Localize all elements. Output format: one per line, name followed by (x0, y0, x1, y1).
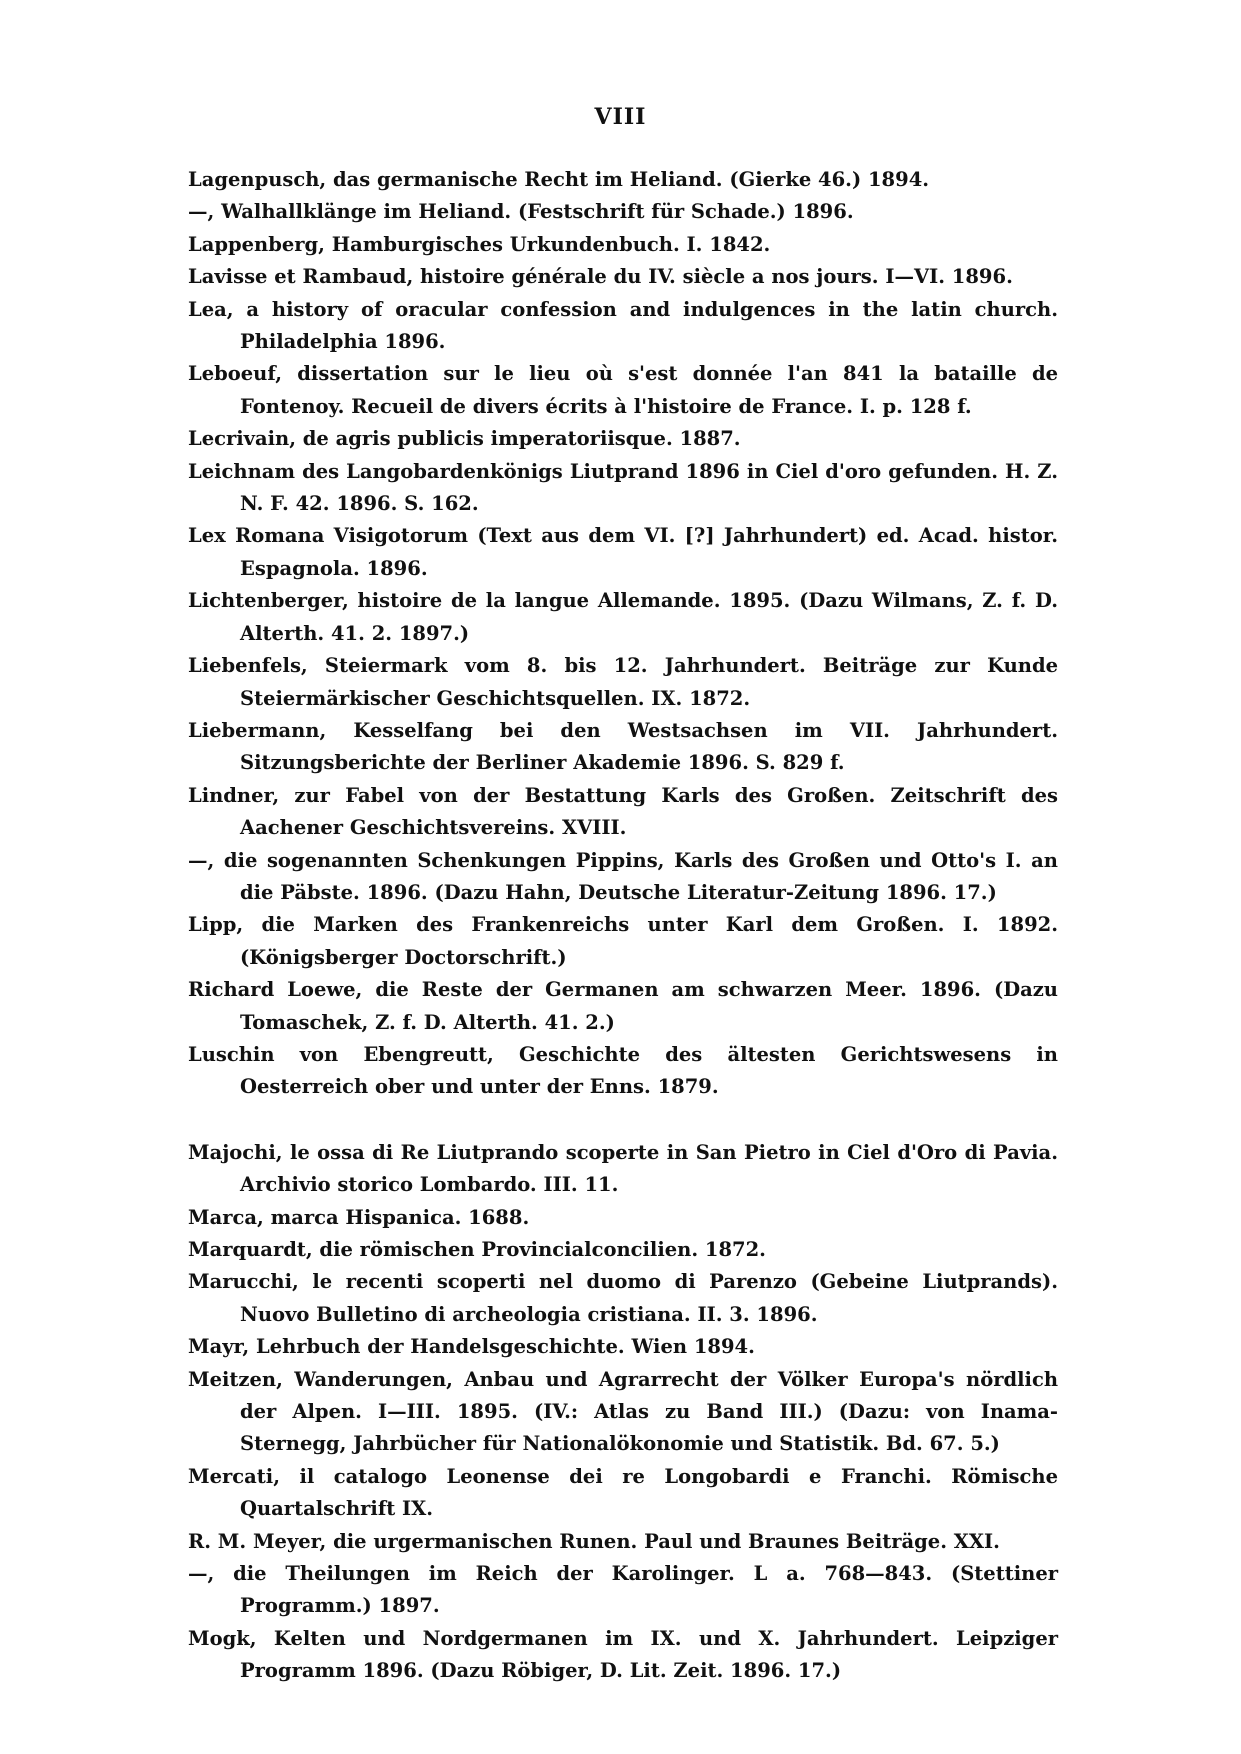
bibliography-entry: Mogk, Kelten und Nordgermanen im IX. und X. Jahrhundert. Leipziger Programm 1896. (Dazu Röbiger, D. Lit. Zeit. 1896. 17.) (188, 1626, 1058, 1683)
bibliography-entry: Richard Loewe, die Reste der Germanen am schwarzen Meer. 1896. (Dazu Tomaschek, Z. f. D. Alterth. 41. 2.) (188, 978, 1058, 1034)
section-gap (188, 1104, 1058, 1137)
bibliography-entry: Lagenpusch, das germanische Recht im Heliand. (Gierke 46.) 1894. (188, 168, 930, 191)
bibliography-entry: Leboeuf, dissertation sur le lieu où s'est donnée l'an 841 la bataille de Fontenoy. Recueil de divers écrits à l'histoire de France. I. p. 128 f. (188, 362, 1058, 418)
bibliography-entry: Marca, marca Hispanica. 1688. (188, 1205, 530, 1229)
bibliography-entry: Majochi, le ossa di Re Liutprando scoperte in San Pietro in Ciel d'Oro di Pavia. Archivio storico Lombardo. III. 11. (188, 1140, 1058, 1197)
bibliography-entry: Luschin von Ebengreutt, Geschichte des ältesten Gerichtswesens in Oesterreich ober und unter der Enns. 1879. (188, 1042, 1058, 1099)
bibliography-entry: —, die sogenannten Schenkungen Pippins, Karls des Großen und Otto's I. an die Päbste. 1896. (Dazu Hahn, Deutsche Literatur-Zeitung 1896. 17.) (188, 848, 1058, 904)
bibliography-entry: Liebenfels, Steiermark vom 8. bis 12. Jahrhundert. Beiträge zur Kunde Steiermärkischer Geschichtsquellen. IX. 1872. (188, 654, 1058, 710)
bibliography-entry: Marquardt, die römischen Provincialconcilien. 1872. (188, 1238, 766, 1261)
bibliography-entry: Lecrivain, de agris publicis imperatoriisque. 1887. (188, 427, 741, 451)
bibliography-entry: Leichnam des Langobardenkönigs Liutprand 1896 in Ciel d'oro gefunden. H. Z. N. F. 42. 1896. S. 162. (188, 459, 1058, 516)
bibliography-entry: —, die Theilungen im Reich der Karolinger. L a. 768—843. (Stettiner Programm.) 1897. (188, 1562, 1058, 1618)
bibliography-entry: Marucchi, le recenti scoperti nel duomo di Parenzo (Gebeine Liutprands). Nuovo Bulletino di archeologia cristiana. II. 3. 1896. (188, 1270, 1058, 1326)
bibliography-entry: Lex Romana Visigotorum (Text aus dem VI. [?] Jahrhundert) ed. Acad. histor. Espagnola. 1896. (188, 524, 1058, 580)
bibliography-entry: Lindner, zur Fabel von der Bestattung Karls des Großen. Zeitschrift des Aachener Geschichtsvereins. XVIII. (188, 783, 1058, 840)
bibliography-entry: Lea, a history of oracular confession and indulgences in the latin church. Philadelphia 1896. (188, 297, 1058, 354)
page-number: VIII (594, 104, 647, 130)
bibliography-entry: Lavisse et Rambaud, histoire générale du IV. siècle a nos jours. I—VI. 1896. (188, 265, 1013, 289)
bibliography-entry: Lipp, die Marken des Frankenreichs unter Karl dem Großen. I. 1892. (Königsberger Doctorschrift.) (188, 913, 1058, 969)
bibliography-entry: Lichtenberger, histoire de la langue Allemande. 1895. (Dazu Wilmans, Z. f. D. Alterth. 41. 2. 1897.) (188, 589, 1058, 645)
bibliography-entry: Meitzen, Wanderungen, Anbau und Agrarrecht der Völker Europa's nördlich der Alpen. I—III. 1895. (IV.: Atlas zu Band III.) (Dazu: von Inama-Sternegg, Jahrbücher für Nationalökonomie und Statistik. Bd. 67. 5.) (188, 1367, 1058, 1456)
bibliography-entry: —, Walhallklänge im Heliand. (Festschrift für Schade.) 1896. (188, 200, 854, 224)
bibliography-entry: R. M. Meyer, die urgermanischen Runen. Paul und Braunes Beiträge. XXI. (188, 1529, 1000, 1553)
bibliography-entry: Liebermann, Kesselfang bei den Westsachsen im VII. Jahrhundert. Sitzungsberichte der Berliner Akademie 1896. S. 829 f. (188, 718, 1058, 775)
bibliography-list (188, 164, 1058, 1688)
bibliography-entry: Mercati, il catalogo Leonense dei re Longobardi e Franchi. Römische Quartalschrift IX. (188, 1464, 1058, 1521)
bibliography-entry: Lappenberg, Hamburgisches Urkundenbuch. I. 1842. (188, 232, 771, 256)
bibliography-entry: Mayr, Lehrbuch der Handelsgeschichte. Wien 1894. (188, 1335, 755, 1359)
